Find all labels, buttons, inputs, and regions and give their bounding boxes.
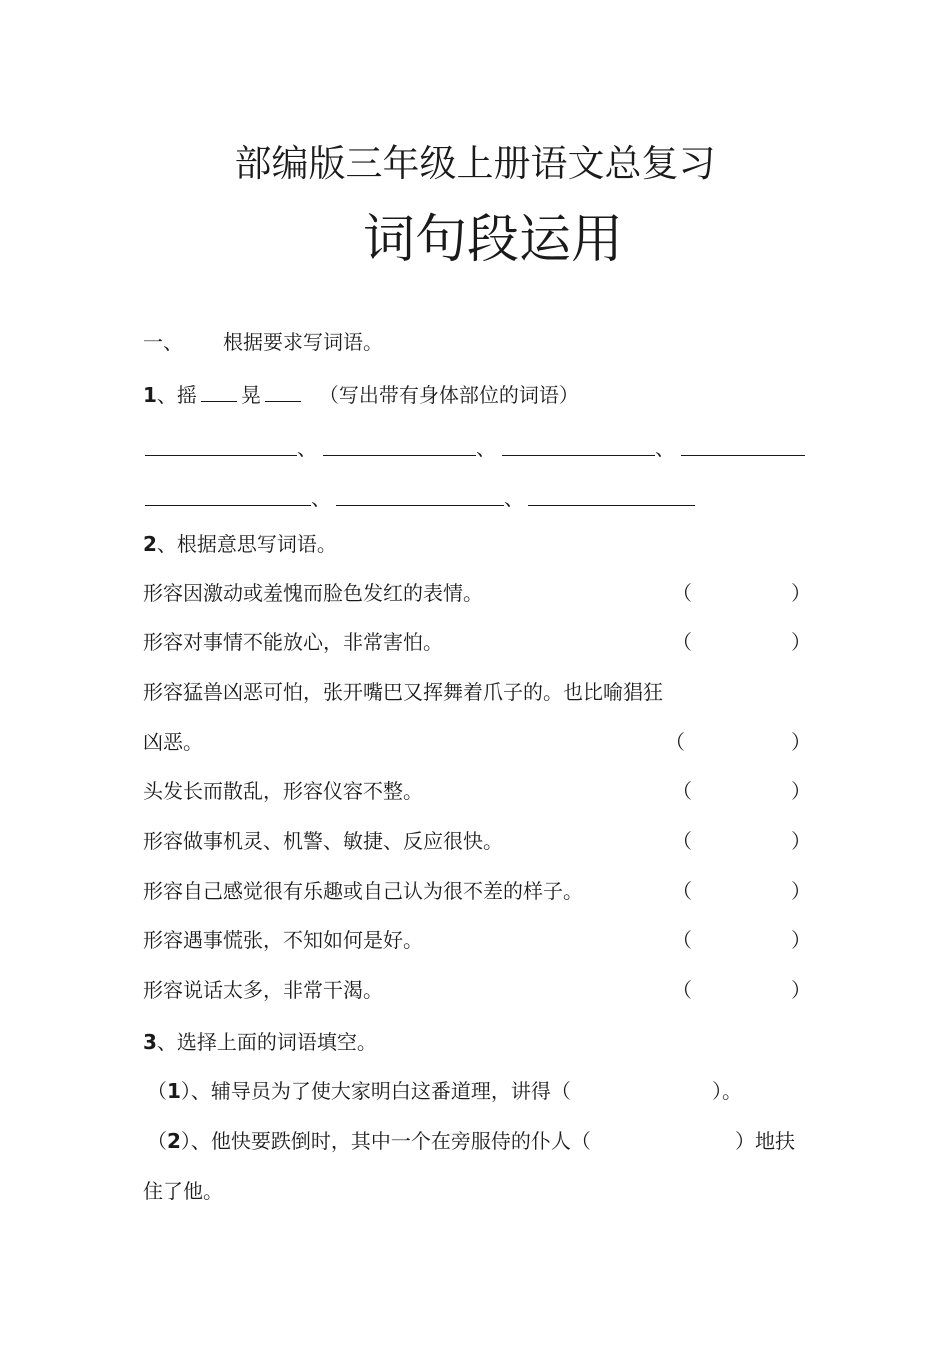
answer-paren-open[interactable]: （ — [672, 779, 692, 803]
q3-heading-line — [143, 1029, 377, 1055]
comma-sep: 、 — [655, 436, 675, 460]
q3-s2-continued: 住了他。 — [143, 1179, 223, 1203]
q2-heading-line — [143, 531, 337, 557]
q2-number: 2 — [143, 532, 157, 556]
definition-item: 形容猛兽凶恶可怕，张开嘴巴又挥舞着爪子的。也比喻猖狂 — [143, 680, 663, 704]
q3-s1-end: ）。 — [712, 1079, 742, 1103]
definition-item: 形容自己感觉很有乐趣或自己认为很不差的样子。 — [143, 879, 583, 903]
answer-paren-open[interactable]: （ — [672, 581, 692, 605]
answer-paren-close: ） — [791, 779, 811, 803]
answer-paren-open[interactable]: （ — [672, 978, 692, 1002]
document-subtitle: 词句段运用 — [362, 210, 623, 270]
section1-heading: 根据要求写词语。 — [223, 330, 383, 354]
answer-paren-open[interactable]: （ — [672, 879, 692, 903]
q3-s1-pre: （ — [147, 1079, 167, 1103]
answer-line[interactable] — [323, 455, 476, 456]
q3-s1-answer-space[interactable] — [582, 1076, 710, 1104]
q3-s2-text: ）、他快要跌倒时，其中一个在旁服侍的仆人（ — [180, 1129, 591, 1153]
q3-s2-number: 2 — [167, 1129, 181, 1153]
answer-line[interactable] — [502, 455, 655, 456]
q1-char-a: 摇 — [176, 383, 197, 407]
answer-paren-open[interactable]: （ — [665, 730, 685, 754]
q3-sentence-1 — [147, 1078, 571, 1104]
answer-paren-close: ） — [791, 829, 811, 853]
comma-sep: 、 — [311, 486, 331, 510]
q3-s1-number: 1 — [167, 1079, 181, 1103]
answer-paren-close: ） — [791, 978, 811, 1002]
answer-paren-close: ） — [791, 581, 811, 605]
q2-sep: 、 — [156, 532, 177, 556]
definition-item: 形容对事情不能放心，非常害怕。 — [143, 630, 443, 654]
comma-sep: 、 — [476, 436, 496, 460]
answer-line[interactable] — [145, 505, 311, 506]
definition-item-continued: 凶恶。 — [143, 730, 203, 754]
definition-item: 形容因激动或羞愧而脸色发红的表情。 — [143, 581, 483, 605]
q3-sep: 、 — [156, 1030, 177, 1054]
q1-char-b: 晃 — [240, 383, 261, 407]
q1-blank-2[interactable] — [265, 383, 301, 402]
answer-line[interactable] — [681, 455, 805, 456]
answer-paren-open[interactable]: （ — [672, 630, 692, 654]
answer-paren-close: ） — [791, 928, 811, 952]
definition-item: 头发长而散乱，形容仪容不整。 — [143, 779, 423, 803]
q3-sentence-2 — [147, 1128, 591, 1154]
q3-heading: 选择上面的词语填空。 — [176, 1030, 377, 1054]
answer-paren-open[interactable]: （ — [672, 829, 692, 853]
q1-number: 1 — [143, 383, 157, 407]
q3-s2-end: ）地扶 — [735, 1129, 795, 1153]
answer-line[interactable] — [528, 505, 695, 506]
q1-hint: （写出带有身体部位的词语） — [318, 383, 579, 407]
comma-sep: 、 — [297, 436, 317, 460]
q3-s2-answer-space[interactable] — [606, 1126, 732, 1154]
q2-heading: 根据意思写词语。 — [176, 532, 337, 556]
answer-paren-open[interactable]: （ — [672, 928, 692, 952]
q3-s2-pre: （ — [147, 1129, 167, 1153]
q1-line — [143, 382, 579, 408]
definition-item: 形容说话太多，非常干渴。 — [143, 978, 383, 1002]
document-title: 部编版三年级上册语文总复习 — [234, 142, 716, 185]
answer-paren-close: ） — [791, 630, 811, 654]
definition-item: 形容做事机灵、机警、敏捷、反应很快。 — [143, 829, 503, 853]
comma-sep: 、 — [504, 486, 524, 510]
answer-paren-close: ） — [791, 879, 811, 903]
q1-sep: 、 — [156, 383, 177, 407]
definition-item: 形容遇事慌张，不知如何是好。 — [143, 928, 423, 952]
section1-number: 一、 — [143, 330, 183, 354]
q3-s1-text: ）、辅导员为了使大家明白这番道理，讲得（ — [180, 1079, 571, 1103]
q3-number: 3 — [143, 1030, 157, 1054]
answer-line[interactable] — [336, 505, 504, 506]
q1-blank-1[interactable] — [201, 383, 237, 402]
answer-paren-close: ） — [791, 730, 811, 754]
answer-line[interactable] — [145, 455, 297, 456]
